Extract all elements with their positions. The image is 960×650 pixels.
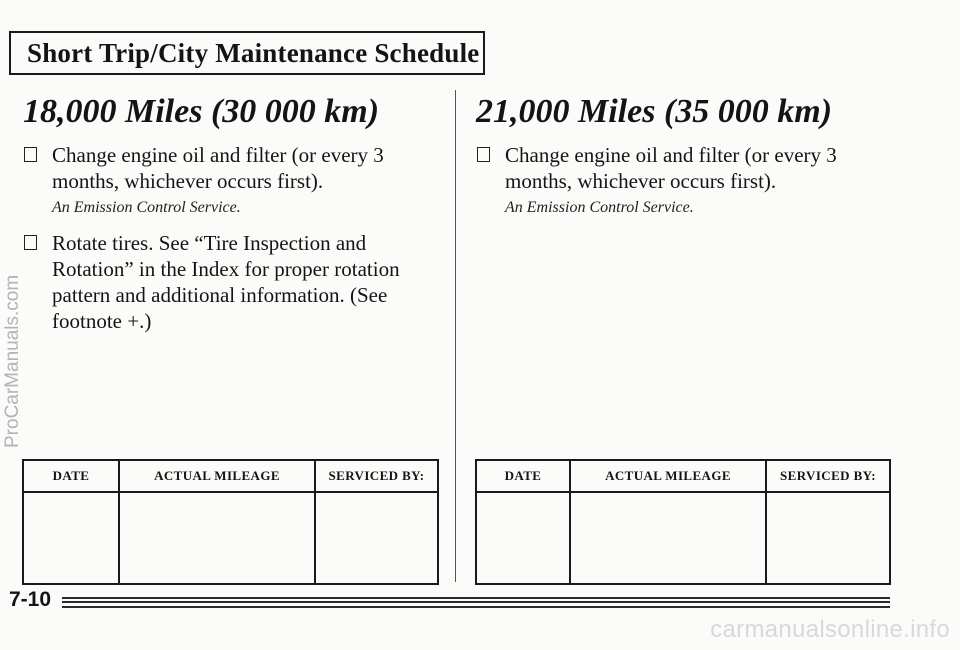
checklist-item bbox=[23, 230, 443, 334]
service-record-table-left bbox=[22, 459, 439, 585]
item-text: Change engine oil and filter (or every 3 months, whichever occurs first). bbox=[52, 143, 384, 193]
checklist-item bbox=[476, 142, 896, 194]
actual-mileage-header: ACTUAL MILEAGE bbox=[120, 461, 316, 493]
corner-watermark: carmanualsonline.info bbox=[710, 616, 950, 643]
item-note: An Emission Control Service. bbox=[52, 199, 241, 216]
actual-mileage-header: ACTUAL MILEAGE bbox=[571, 461, 767, 493]
date-header: DATE bbox=[477, 461, 571, 493]
item-text: Change engine oil and filter (or every 3 months, whichever occurs first). bbox=[505, 143, 837, 193]
side-watermark: ProCarManuals.com bbox=[2, 274, 23, 448]
serviced-by-header: SERVICED BY: bbox=[316, 461, 437, 493]
item-text: Rotate tires. See “Tire Inspection and Rotation” in the Index for proper rotation pattern and additional information. (See footnote +.) bbox=[52, 231, 400, 333]
mileage-heading-21000: 21,000 Miles (35 000 km) bbox=[476, 93, 833, 130]
footer-rule bbox=[62, 597, 890, 599]
left-column bbox=[23, 92, 443, 334]
footer-rule bbox=[62, 606, 890, 608]
footer-rule bbox=[62, 601, 890, 603]
actual-mileage-cell[interactable] bbox=[120, 493, 316, 583]
serviced-by-cell[interactable] bbox=[316, 493, 437, 583]
mileage-heading-18000: 18,000 Miles (30 000 km) bbox=[23, 93, 380, 130]
checklist-item bbox=[23, 142, 443, 194]
actual-mileage-cell[interactable] bbox=[571, 493, 767, 583]
serviced-by-header: SERVICED BY: bbox=[767, 461, 889, 493]
section-title: Short Trip/City Maintenance Schedule bbox=[27, 37, 480, 68]
right-column bbox=[476, 92, 896, 230]
date-header: DATE bbox=[24, 461, 120, 493]
checkbox-icon[interactable] bbox=[24, 235, 37, 250]
date-cell[interactable] bbox=[24, 493, 120, 583]
date-cell[interactable] bbox=[477, 493, 571, 583]
service-record-table-right bbox=[475, 459, 891, 585]
checkbox-icon[interactable] bbox=[24, 147, 37, 162]
page-number: 7-10 bbox=[9, 588, 52, 611]
item-note: An Emission Control Service. bbox=[505, 199, 694, 216]
checkbox-icon[interactable] bbox=[477, 147, 490, 162]
section-header bbox=[9, 31, 485, 75]
serviced-by-cell[interactable] bbox=[767, 493, 889, 583]
column-divider bbox=[455, 90, 456, 582]
